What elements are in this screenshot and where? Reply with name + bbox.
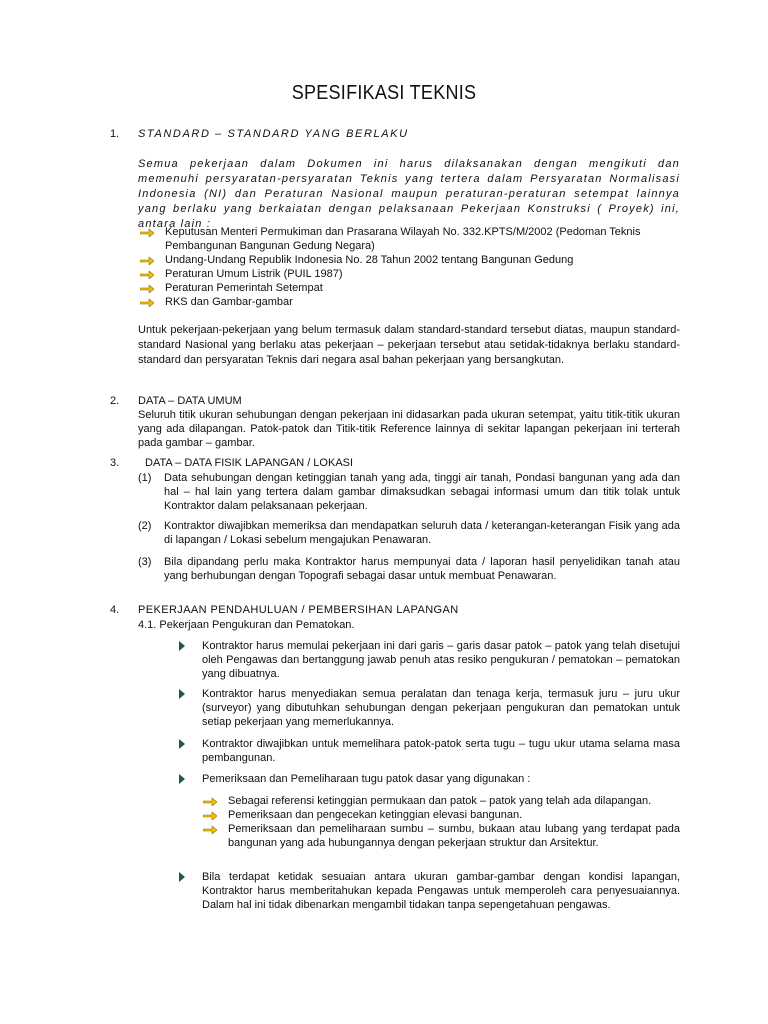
- section-4-item-3: [176, 737, 680, 765]
- list-item: [176, 737, 680, 765]
- list-item-text: Peraturan Pemerintah Setempat: [165, 282, 323, 294]
- list-item: [138, 295, 680, 309]
- yellow-arrow-bullet-icon: [203, 825, 217, 834]
- section-2-heading: DATA – DATA UMUM: [138, 395, 242, 407]
- section-1-intro: Semua pekerjaan dalam Dokumen ini harus dilaksanakan dengan mengikuti dan memenuhi persyaratan-persyaratan Teknis yang tertera dalam Persyaratan Normalisasi Indonesia (NI) dan Peraturan Nasional maupun peraturan-peraturan setempat lainnya yang berlaku yang berkaiatan dengan pelaksanaan Pekerjaan Konstruksi ( Proyek) ini, antara lain :: [138, 158, 680, 230]
- list-item-text: Pemeriksaan dan pemeliharaan sumbu – sumbu, bukaan atau lubang yang terdapat pada bangunan yang ada hubungannya dengan pekerjaan struktur dan Arsitektur.: [228, 823, 680, 849]
- green-triangle-bullet-icon: [179, 739, 185, 749]
- section-3-item-1: [138, 471, 680, 513]
- section-4-list: [176, 687, 680, 729]
- list-item-text: Kontraktor harus memulai pekerjaan ini dari garis – garis dasar patok – patok yang telah disetujui oleh Pengawas dan bertanggung jawab penuh atas resiko pengukuran / pematokan – pematokan yang dibuatnya.: [202, 640, 680, 680]
- list-item: [138, 281, 680, 295]
- section-3-number: 3.: [110, 457, 120, 469]
- section-4-number: 4.: [110, 604, 120, 616]
- section-4-heading: PEKERJAAN PENDAHULUAN / PEMBERSIHAN LAPANGAN: [138, 604, 459, 616]
- item-text: Data sehubungan dengan ketinggian tanah yang ada, tinggi air tanah, Pondasi bangunan yang ada dan hal – hal lain yang tertera dalam gambar dimaksudkan sebagai informasi umum dan titik tolak untuk Kontraktor dalam pelaksanaan pekerjaan.: [164, 472, 680, 512]
- list-item-text: Pemeriksaan dan Pemeliharaan tugu patok dasar yang digunakan :: [202, 773, 531, 785]
- list-item-text: Keputusan Menteri Permukiman dan Prasarana Wilayah No. 332.KPTS/M/2002 (Pedoman Teknis Pembangunan Bangunan Gedung Negara): [165, 226, 641, 252]
- list-item-text: Undang-Undang Republik Indonesia No. 28 Tahun 2002 tentang Bangunan Gedung: [165, 254, 574, 266]
- section-1-closing: Untuk pekerjaan-pekerjaan yang belum termasuk dalam standard-standard tersebut diatas, maupun standard-standard Nasional yang berlaku atas pekerjaan – pekerjaan tersebut atau setidak-tidaknya berlaku standard-standard dan persyaratan Teknis dari negara asal bahan pekerjaan yang bersangkutan.: [138, 324, 680, 366]
- item-text: Bila dipandang perlu maka Kontraktor harus mempunyai data / laporan hasil penyelidikan tanah atau yang berhubungan dengan Topografi sebagai dasar untuk membuat Penawaran.: [164, 556, 680, 582]
- list-item: [176, 639, 680, 681]
- section-3-item-2: [138, 519, 680, 547]
- item-number: (1): [138, 472, 152, 484]
- list-item: [138, 267, 680, 281]
- list-item-text: Kontraktor diwajibkan untuk memelihara patok-patok serta tugu – tugu ukur utama selama masa pembangunan.: [202, 738, 680, 764]
- document-title: SPESIFIKASI TEKNIS: [291, 82, 477, 104]
- section-4-sublist: [201, 794, 680, 850]
- section-3-heading: DATA – DATA FISIK LAPANGAN / LOKASI: [145, 457, 354, 469]
- list-item: [201, 808, 680, 822]
- yellow-arrow-bullet-icon: [203, 811, 217, 820]
- list-item: [138, 471, 680, 513]
- section-3-item-3: [138, 555, 680, 583]
- section-4-list: [176, 737, 680, 765]
- section-4-item-4: [176, 772, 680, 786]
- section-4-item-2: [176, 687, 680, 729]
- green-triangle-bullet-icon: [179, 774, 185, 784]
- section-1-list-block: [138, 225, 680, 309]
- list-item-text: Bila terdapat ketidak sesuaian antara ukuran gambar-gambar dengan kondisi lapangan, Kontraktor harus memberitahukan kepada Pengawas untuk memperoleh cara penyesuaiannya. Dalam hal ini tidak dibenarkan mengambil tidakan tanpa sepengetahuan pengawas.: [202, 871, 680, 911]
- yellow-arrow-bullet-icon: [203, 797, 217, 806]
- list-item-text: Pemeriksaan dan pengecekan ketinggian elevasi bangunan.: [228, 809, 523, 821]
- list-item: [138, 519, 680, 547]
- list-item: [176, 772, 680, 786]
- section-2-number: 2.: [110, 395, 120, 407]
- list-item-text: Sebagai referensi ketinggian permukaan dan patok – patok yang telah ada dilapangan.: [228, 795, 652, 807]
- list-item: [138, 253, 680, 267]
- item-number: (3): [138, 556, 152, 568]
- section-4-list: [176, 639, 680, 681]
- section-1-number: 1.: [110, 128, 120, 140]
- green-triangle-bullet-icon: [179, 689, 185, 699]
- list-item-text: Kontraktor harus menyediakan semua peralatan dan tenaga kerja, termasuk juru – juru ukur (surveyor) yang dibutuhkan sehubungan dengan pekerjaan pengukuran dan pematokan untuk setiap pekerjaan yang memerlukannya.: [202, 688, 680, 728]
- green-triangle-bullet-icon: [179, 872, 185, 882]
- green-triangle-bullet-icon: [179, 641, 185, 651]
- section-1-closing-block: [138, 323, 680, 368]
- list-item: [201, 822, 680, 850]
- yellow-arrow-bullet-icon: [140, 298, 154, 307]
- list-item-text: Peraturan Umum Listrik (PUIL 1987): [165, 268, 343, 280]
- list-item: [138, 555, 680, 583]
- section-1-intro-block: [138, 157, 680, 232]
- list-item: [176, 687, 680, 729]
- yellow-arrow-bullet-icon: [140, 256, 154, 265]
- section-4-item-5: [176, 870, 680, 912]
- yellow-arrow-bullet-icon: [140, 228, 154, 237]
- section-2-body: Seluruh titik ukuran sehubungan dengan pekerjaan ini didasarkan pada ukuran setempat, yaitu titik-titik ukuran yang ada dilapangan. Patok-patok dan Titik-titik Reference lainnya di sekitar lapangan pekerjaan ini terterah pada gambar – gambar.: [138, 409, 680, 449]
- section-4-list: [176, 772, 680, 786]
- section-1-standards-list: [138, 225, 680, 309]
- list-item: [138, 225, 680, 253]
- yellow-arrow-bullet-icon: [140, 284, 154, 293]
- list-item: [201, 794, 680, 808]
- item-text: Kontraktor diwajibkan memeriksa dan mendapatkan seluruh data / keterangan-keterangan Fisik yang ada di lapangan / Lokasi sebelum mengajukan Penawaran.: [164, 520, 680, 546]
- section-4-subheading: 4.1. Pekerjaan Pengukuran dan Pematokan.: [138, 619, 355, 631]
- item-number: (2): [138, 520, 152, 532]
- section-4-item-1: [176, 639, 680, 681]
- section-1-heading: STANDARD – STANDARD YANG BERLAKU: [138, 128, 409, 140]
- list-item: [176, 870, 680, 912]
- section-2-body-block: [138, 408, 680, 450]
- yellow-arrow-bullet-icon: [140, 270, 154, 279]
- section-4-list: [176, 870, 680, 912]
- list-item-text: RKS dan Gambar-gambar: [165, 296, 293, 308]
- section-4-sublist-block: [201, 794, 680, 850]
